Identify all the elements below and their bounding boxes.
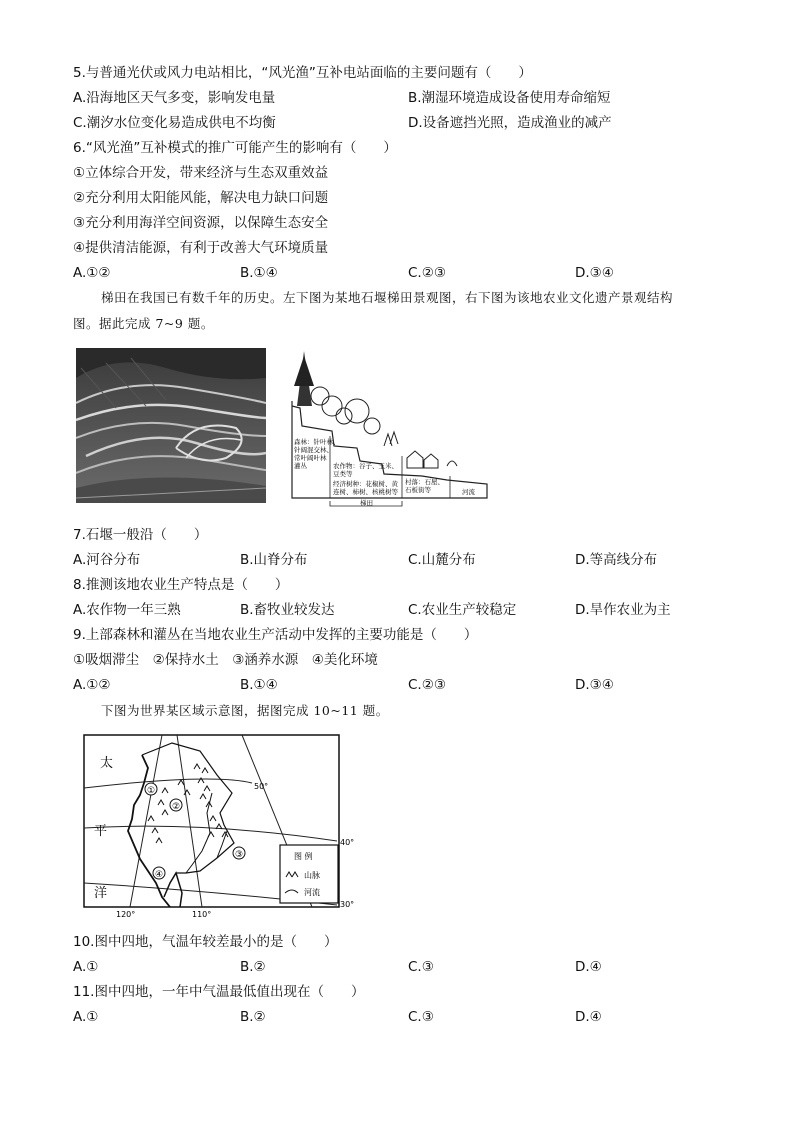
ocean-char-2: 平 xyxy=(94,824,108,839)
landscape-structure-diagram xyxy=(272,346,492,508)
label-forest-4: 灌丛 xyxy=(294,462,307,470)
q10-option-c: C.③ xyxy=(408,959,434,975)
q10-option-d: D.④ xyxy=(575,959,602,975)
q6-option-d: D.③④ xyxy=(575,265,614,281)
q5-option-c: C.潮汐水位变化易造成供电不均衡 xyxy=(73,115,276,131)
lat-40: 40° xyxy=(340,838,355,847)
lat-50: 50° xyxy=(254,782,269,791)
intro-7-9-line2: 图。据此完成 7~9 题。 xyxy=(73,316,214,331)
label-river: 河流 xyxy=(462,488,475,496)
point-2: ② xyxy=(172,802,181,812)
ocean-char-1: 太 xyxy=(100,756,114,771)
terrace-photo xyxy=(76,348,266,503)
q9-option-b: B.①④ xyxy=(240,677,278,693)
q7-option-d: D.等高线分布 xyxy=(575,552,658,568)
q5-stem: 5.与普通光伏或风力电站相比，“风光渔”互补电站面临的主要问题有（ ） xyxy=(73,65,532,81)
label-crops-1: 农作物：谷子、玉米、 xyxy=(333,462,398,470)
q10-option-a: A.① xyxy=(73,959,99,975)
legend-river: 河流 xyxy=(304,888,320,897)
label-trees-1: 经济树种：花椒树、黄 xyxy=(333,480,398,488)
lon-120: 120° xyxy=(116,910,136,919)
q5-option-b: B.潮湿环境造成设备使用寿命缩短 xyxy=(408,90,611,106)
q11-option-d: D.④ xyxy=(575,1009,602,1025)
intro-7-9-line1: 梯田在我国已有数千年的历史。左下图为某地石堰梯田景观图，右下图为该地农业文化遗产景观结构 xyxy=(101,290,674,305)
q9-option-a: A.①② xyxy=(73,677,111,693)
q10-option-b: B.② xyxy=(240,959,266,975)
intro-10-11: 下图为世界某区域示意图，据图完成 10~11 题。 xyxy=(101,703,389,718)
label-terrace: 梯田 xyxy=(360,499,373,507)
label-forest-2: 针阔混交林、 xyxy=(294,446,333,454)
q6-item-1: ①立体综合开发，带来经济与生态双重效益 xyxy=(73,165,329,181)
q8-option-c: C.农业生产较稳定 xyxy=(408,602,517,618)
point-1: ① xyxy=(147,786,156,796)
q7-option-a: A.河谷分布 xyxy=(73,552,141,568)
label-forest-1: 森林：针叶林、 xyxy=(294,438,340,446)
lon-110: 110° xyxy=(192,910,212,919)
label-crops-2: 豆类等 xyxy=(333,470,353,478)
q11-option-a: A.① xyxy=(73,1009,99,1025)
q6-stem: 6.“风光渔”互补模式的推广可能产生的影响有（ ） xyxy=(73,140,397,156)
q6-item-3: ③充分利用海洋空间资源，以保障生态安全 xyxy=(73,215,329,231)
q6-option-a: A.①② xyxy=(73,265,111,281)
q10-stem: 10.图中四地，气温年较差最小的是（ ） xyxy=(73,934,338,950)
q5-option-a: A.沿海地区天气多变，影响发电量 xyxy=(73,90,276,106)
label-village-1: 村落：石屋、 xyxy=(405,478,444,486)
q7-stem: 7.石堰一般沿（ ） xyxy=(73,527,208,543)
q11-option-b: B.② xyxy=(240,1009,266,1025)
q6-item-4: ④提供清洁能源，有利于改善大气环境质量 xyxy=(73,240,329,256)
point-3: ③ xyxy=(235,850,244,860)
q11-option-c: C.③ xyxy=(408,1009,434,1025)
q9-option-d: D.③④ xyxy=(575,677,614,693)
ocean-char-3: 洋 xyxy=(94,886,108,901)
q8-stem: 8.推测该地农业生产特点是（ ） xyxy=(73,577,289,593)
label-village-2: 石板街等 xyxy=(405,486,431,494)
q11-stem: 11.图中四地，一年中气温最低值出现在（ ） xyxy=(73,984,365,1000)
q8-option-b: B.畜牧业较发达 xyxy=(240,602,335,618)
region-map xyxy=(82,733,362,921)
q8-option-a: A.农作物一年三熟 xyxy=(73,602,181,618)
legend-title: 图 例 xyxy=(294,852,313,861)
q6-option-c: C.②③ xyxy=(408,265,446,281)
label-trees-2: 连树、柿树、核桃树等 xyxy=(333,488,398,496)
q7-option-b: B.山脊分布 xyxy=(240,552,308,568)
legend-mountain: 山脉 xyxy=(304,871,320,880)
q8-option-d: D.旱作农业为主 xyxy=(575,602,671,618)
q6-item-2: ②充分利用太阳能风能，解决电力缺口问题 xyxy=(73,190,329,206)
q9-stem: 9.上部森林和灌丛在当地农业生产活动中发挥的主要功能是（ ） xyxy=(73,627,478,643)
q9-option-c: C.②③ xyxy=(408,677,446,693)
lat-30: 30° xyxy=(340,900,355,909)
point-4: ④ xyxy=(155,870,164,880)
label-forest-3: 常叶阔叶林 xyxy=(294,454,327,462)
q9-items: ①吸烟滞尘 ②保持水土 ③涵养水源 ④美化环境 xyxy=(73,652,378,668)
q6-option-b: B.①④ xyxy=(240,265,278,281)
q5-option-d: D.设备遮挡光照，造成渔业的减产 xyxy=(408,115,612,131)
q7-option-c: C.山麓分布 xyxy=(408,552,476,568)
